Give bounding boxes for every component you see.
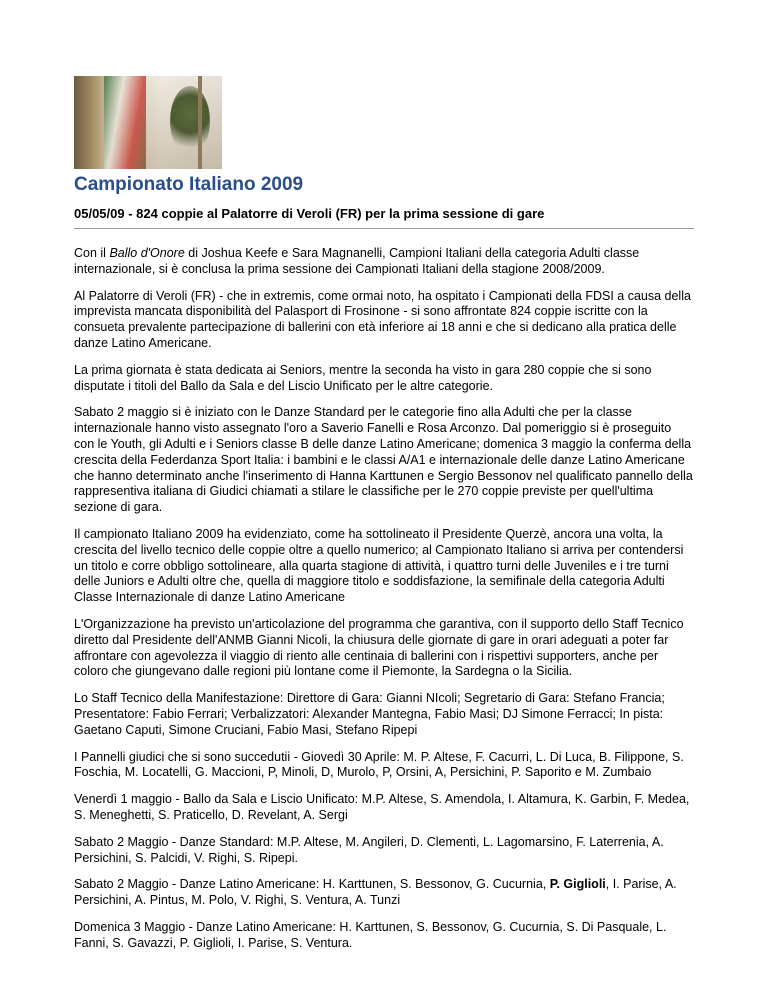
article-body [74,246,694,951]
paragraph-saturday: Sabato 2 maggio si è iniziato con le Danze Standard per le categorie fino alla Adulti che per la classe internazionale hanno visto assegnato l'oro a Saverio Fanelli e Rosa Arconzo. Dal pomeriggio si è proseguito con le Youth, gli Adulti e i Seniors classe B delle danze Latino Americane; domenica 3 maggio la conferma della crescita della Federdanza Sport Italia: i bambini e le classi A/A1 e internazionale delle danze Latino Americane che hanno determinato anche l'inserimento di Hanna Karttunen e Sergio Bessonov nel qualificato pannello della rappresentiva italiana di Giudici chiamati a stilare le classifiche per le 270 coppie previste per quell'ultima sezione di gara. [74,405,693,515]
paragraph-judges-thursday: I Pannelli giudici che si sono succedutii - Giovedì 30 Aprile: M. P. Altese, F. Cacurri, L. Di Luca, B. Filippone, S. Foschia, M. Locatelli, G. Maccioni, P, Minoli, D, Murolo, P, Orsini, A, Persichini, P. Saporito e M. Zumbaio [74,749,684,780]
paragraph-organizzazione: L'Organizzazione ha previsto un'articolazione del programma che garantiva, con il supporto dello Staff Tecnico diretto dal Presidente dell'ANMB Gianni Nicoli, la chiusura delle giornate di gare in orari adeguati a poter far affrontare con agevolezza il viaggio di riento alle centinaia di ballerini con i rispettivi supporters, anche per coloro che giungevano dalle regioni più lontane come il Piemonte, la Sardegna o la Sicilia. [74,616,684,679]
paragraph-campionato: Il campionato Italiano 2009 ha evidenziato, come ha sottolineato il Presidente Querzè, ancora una volta, la crescita del livello tecnico delle coppie oltre a quello numerico; al Campionato Italiano si arriva per contendersi un titolo e corre obbligo sottolineare, alla quarta stagione di attività, i quattro turni delle Juveniles e i tre turni delle Juniors e Adulti oltre che, quella di maggiore titolo e soddisfazione, la semifinale della categoria Adulti Classe Internazionale di danze Latino Americane [74,526,684,605]
ballroom-photo [74,76,222,169]
highlighted-judge: P. Giglioli [549,877,606,892]
paragraph-judges-friday: Venerdì 1 maggio - Ballo da Sala e Liscio Unificato: M.P. Altese, S. Amendola, I. Altamura, K. Garbin, F. Medea, S. Meneghetti, S. Praticello, D. Revelant, A. Sergi [74,792,690,822]
paragraph-staff: Lo Staff Tecnico della Manifestazione: Direttore di Gara: Gianni NIcoli; Segretario di Gara: Stefano Francia; Presentatore: Fabio Ferrari; Verbalizzatori: Alexander Mantegna, Fabio Masi; DJ Simone Ferracci; In pista: Gaetano Caputi, Simone Cruciani, Fabio Masi, Stefano Ripepi [74,691,665,737]
paragraph-judges-saturday-standard: Sabato 2 Maggio - Danze Standard: M.P. Altese, M. Angileri, D. Clementi, L. Lagomarsino, F. Laterrenia, A. Persichini, S. Palcidi, V. Righi, S. Ripepi. [74,834,664,865]
paragraph-first-day: La prima giornata è stata dedicata ai Seniors, mentre la seconda ha visto in gara 280 coppie che si sono disputate i titoli del Ballo da Sala e del Liscio Unificato per le altre categorie. [74,362,652,393]
paragraph-judges-sunday-latin: Domenica 3 Maggio - Danze Latino Americane: H. Karttunen, S. Bessonov, G. Cucurnia, S. Di Pasquale, L. Fanni, S. Gavazzi, P. Giglioli, I. Parise, S. Ventura. [74,919,667,950]
article-page [74,76,694,962]
paragraph-intro: Con il Ballo d'Onore di Joshua Keefe e Sara Magnanelli, Campioni Italiani della categoria Adulti classe internazionale, si è conclusa la prima sessione dei Campionati Italiani della stagione 2008/2009. [74,246,640,276]
paragraph-venue: Al Palatorre di Veroli (FR) - che in extremis, come ormai noto, ha ospitato i Campionati della FDSI a causa della imprevista mancata disponibilità del Palasport di Frosinone - si sono affrontate 824 coppie iscritte con la consueta prevalente partecipazione di ballerini con età inferiore ai 18 anni e che si dedicano alla pratica delle danze Latino Americane. [74,288,691,350]
divider [74,228,694,229]
ballo-onore-text: Ballo d'Onore [109,246,185,260]
paragraph-judges-saturday-latin: Sabato 2 Maggio - Danze Latino Americane: H. Karttunen, S. Bessonov, G. Cucurnia, P. Giglioli, I. Parise, A. Persichini, A. Pintus, M. Polo, V. Righi, S. Ventura, A. Tunzi [74,877,677,908]
article-subtitle: 05/05/09 - 824 coppie al Palatorre di Veroli (FR) per la prima sessione di gare [74,206,545,221]
page-title: Campionato Italiano 2009 [74,174,304,195]
